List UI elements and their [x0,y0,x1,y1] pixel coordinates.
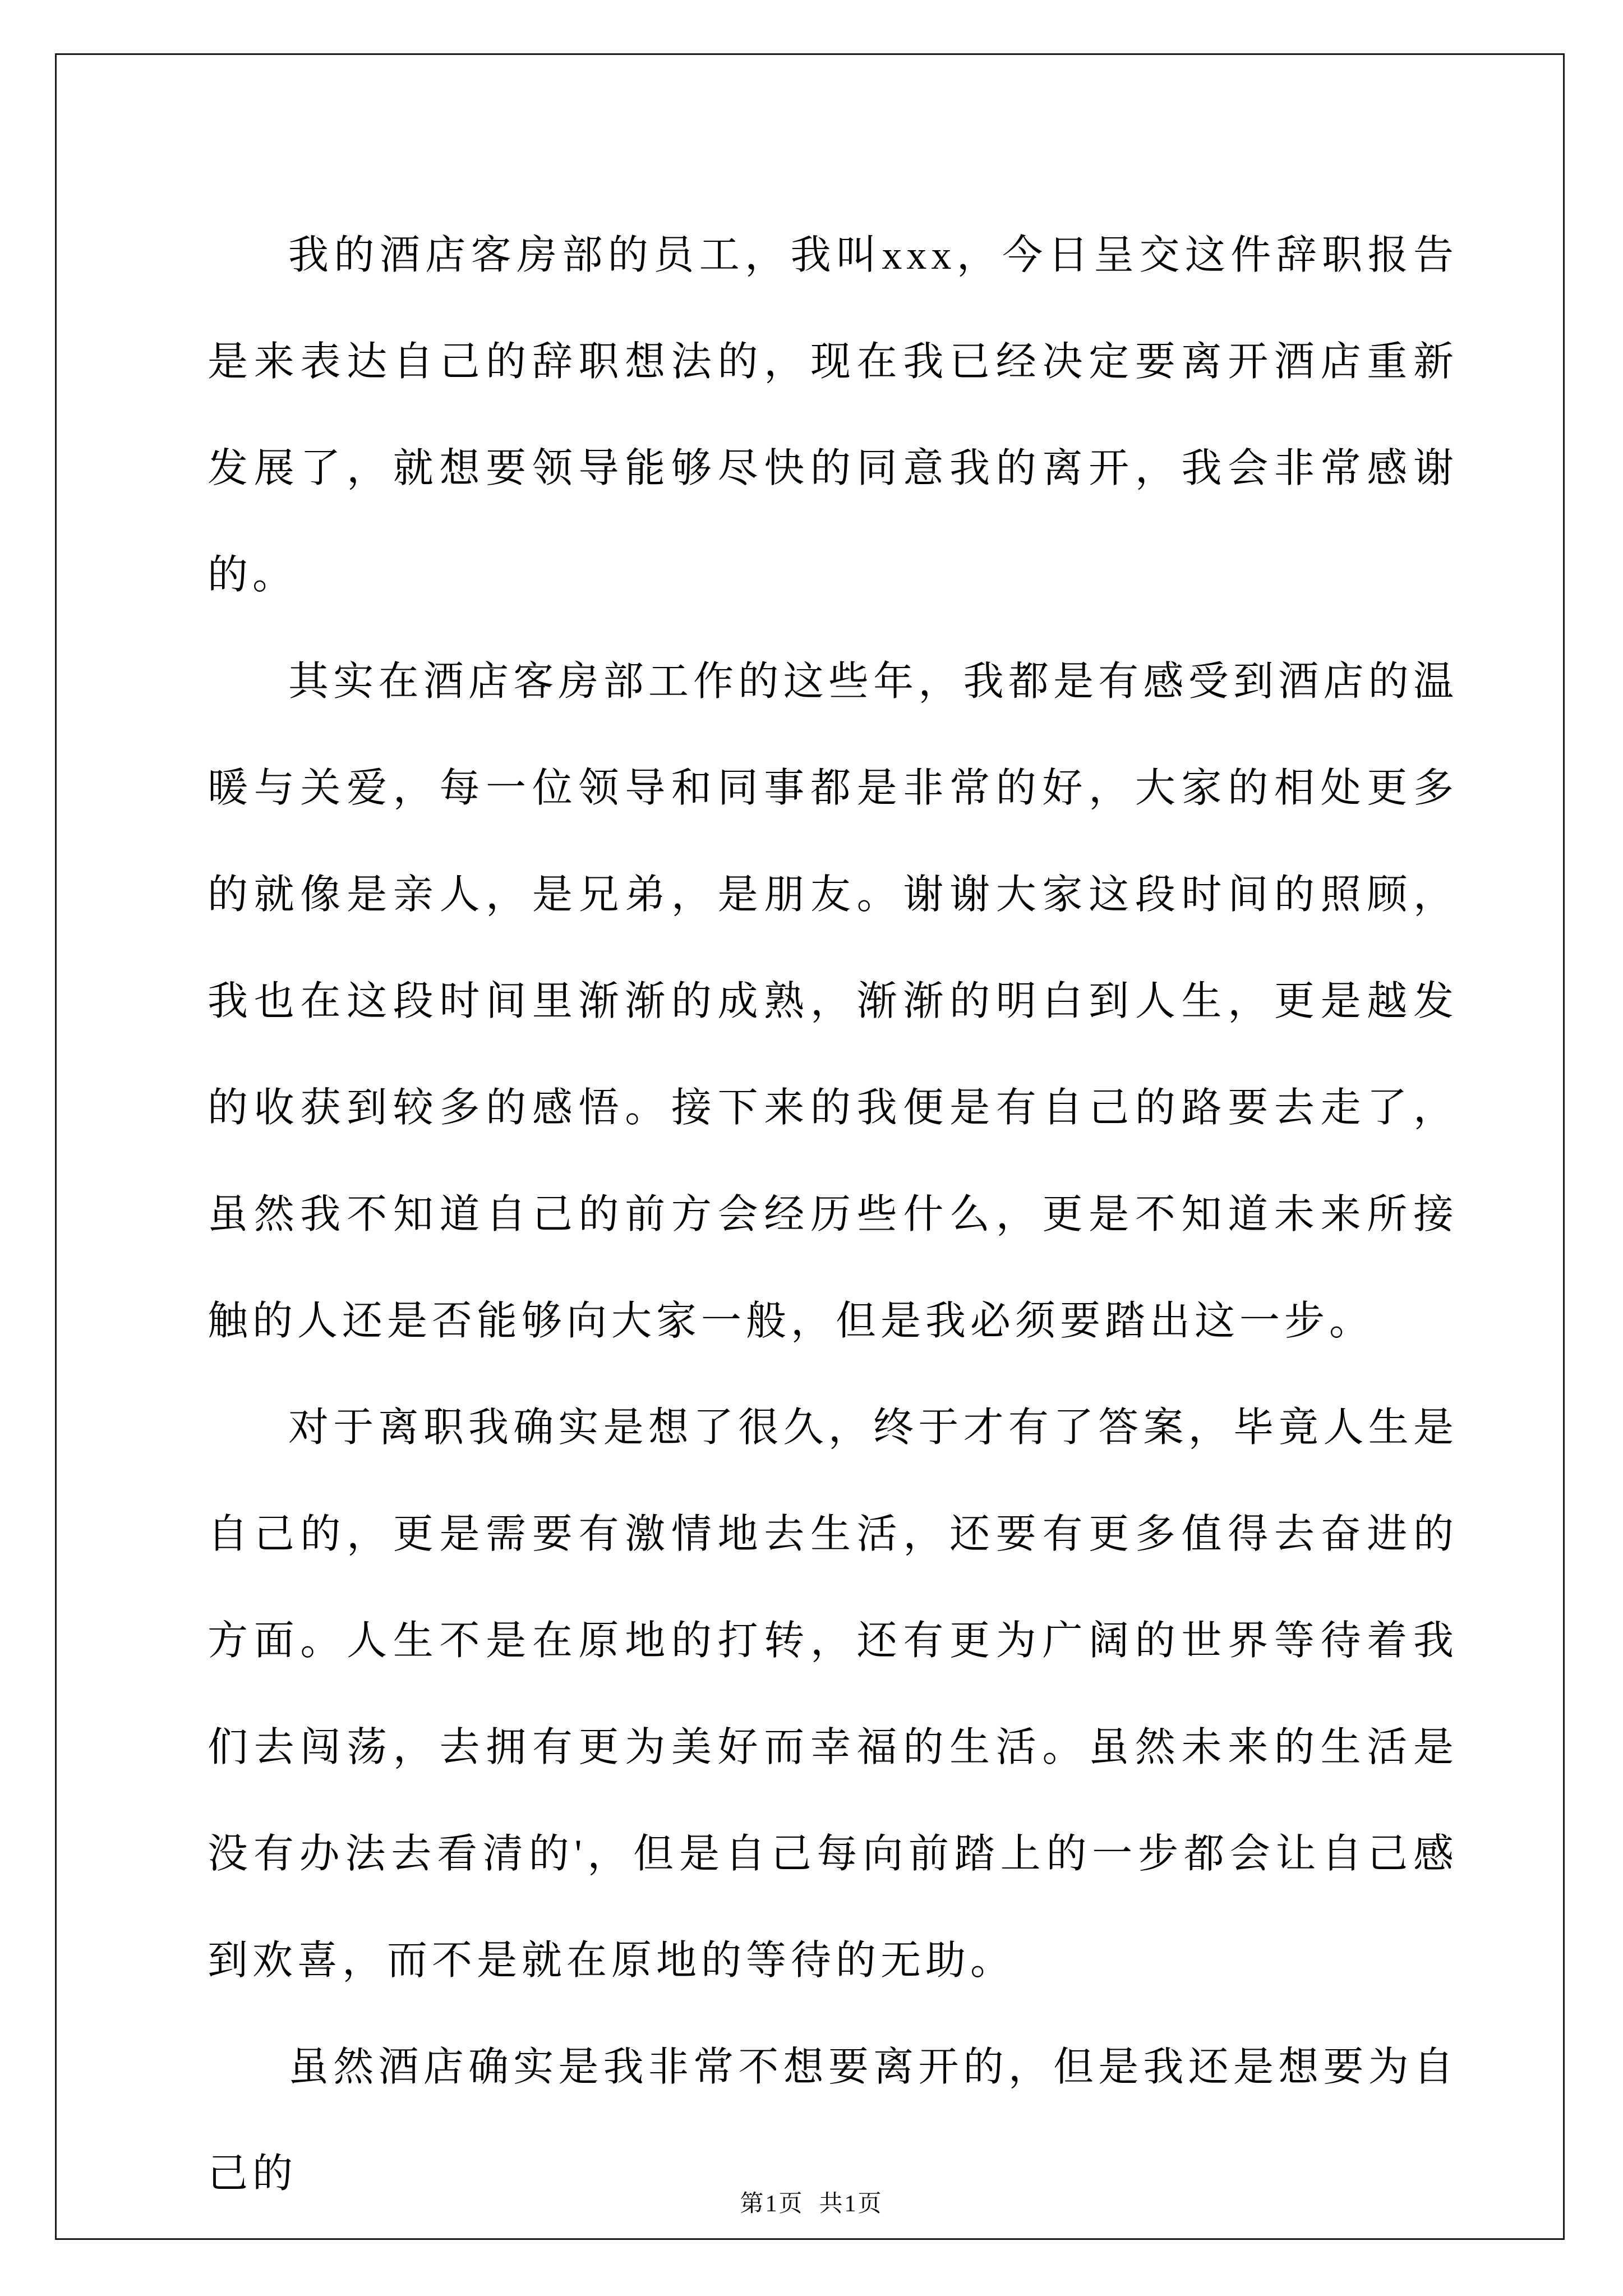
document-body [208,202,1458,2227]
paragraph-2: 其实在酒店客房部工作的这些年，我都是有感受到酒店的温暖与关爱，每一位领导和同事都是非常的好，大家的相处更多的就像是亲人，是兄弟，是朋友。谢谢大家这段时间的照顾，我也在这段时间里渐渐的成熟，渐渐的明白到人生，更是越发的收获到较多的感悟。接下来的我便是有自己的路要去走了，虽然我不知道自己的前方会经历些什么，更是不知道未来所接触的人还是否能够向大家一般，但是我必须要踏出这一步。 [208,659,1458,1343]
paragraph-3: 对于离职我确实是想了很久，终于才有了答案，毕竟人生是自己的，更是需要有激情地去生活，还要有更多值得去奋进的方面。人生不是在原地的打转，还有更为广阔的世界等待着我们去闯荡，去拥有更为美好而幸福的生活。虽然未来的生活是没有办法去看清的'，但是自己每向前踏上的一步都会让自己感到欢喜，而不是就在原地的等待的无助。 [208,1405,1458,1983]
paragraph-4: 虽然酒店确实是我非常不想要离开的，但是我还是想要为自己的 [208,2045,1458,2196]
page-footer: 第1页 共1页 [740,2191,883,2217]
paragraph-1: 我的酒店客房部的员工，我叫xxx，今日呈交这件辞职报告是来表达自己的辞职想法的，现在我已经决定要离开酒店重新发展了，就想要领导能够尽快的同意我的离开，我会非常感谢的。 [208,233,1458,597]
